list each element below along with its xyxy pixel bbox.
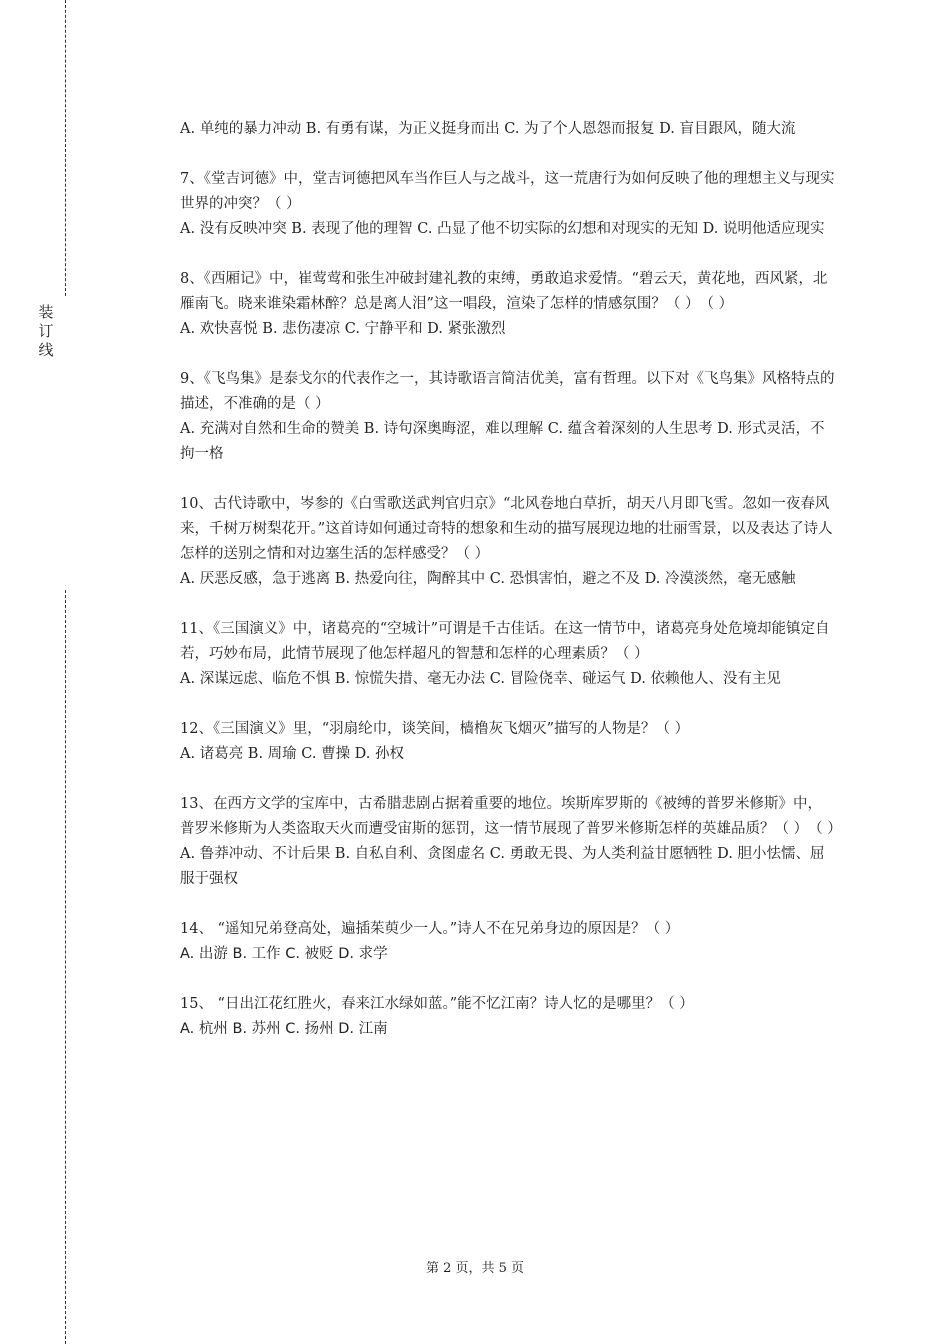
binding-line-label (36, 303, 56, 360)
question-10-options: A. 厌恶反感，急于逃离 B. 热爱向往，陶醉其中 C. 恐惧害怕，避之不及 D. 冷漠淡然，毫无感触 (180, 571, 796, 587)
question-14 (180, 917, 836, 967)
question-8-stem: 8、《西厢记》中，崔莺莺和张生冲破封建礼教的束缚，勇敢追求爱情。“碧云天，黄花地，西风紧，北雁南飞。晓来谁染霜林醉？总是离人泪”这一唱段，渲染了怎样的情感氛围？（ ） （ ） (180, 271, 828, 312)
binding-dashed-line-top (65, 0, 66, 296)
question-7-options: A. 没有反映冲突 B. 表现了他的理智 C. 凸显了他不切实际的幻想和对现实的无知 D. 说明他适应现实 (180, 221, 825, 237)
binding-label-char: 订 (38, 322, 54, 340)
question-12-options: A. 诸葛亮 B. 周瑜 C. 曹操 D. 孙权 (180, 746, 405, 762)
question-9-options: A. 充满对自然和生命的赞美 B. 诗句深奥晦涩，难以理解 C. 蕴含着深刻的人生思考 D. 形式灵活，不拘一格 (180, 421, 825, 462)
q6-options: A. 单纯的暴力冲动 B. 有勇有谋，为正义挺身而出 C. 为了个人恩怨而报复 D. 盲目跟风，随大流 (180, 121, 796, 137)
question-15 (180, 992, 836, 1042)
question-7 (180, 167, 836, 242)
question-14-stem: 14、 “遥知兄弟登高处，遍插茱萸少一人。”诗人不在兄弟身边的原因是？（ ） (180, 921, 680, 937)
question-content (180, 117, 842, 1042)
question-8-options: A. 欢快喜悦 B. 悲伤凄凉 C. 宁静平和 D. 紧张激烈 (180, 321, 506, 337)
question-10-stem: 10、古代诗歌中，岑参的《白雪歌送武判官归京》“北风卷地白草折，胡天八月即飞雪。忽如一夜春风来，千树万树梨花开。”这首诗如何通过奇特的想象和生动的描写展现边地的壮丽雪景，以及表达了诗人怎样的送别之情和对边塞生活的怎样感受？（ ） (180, 496, 833, 562)
question-14-options: A. 出游 B. 工作 C. 被贬 D. 求学 (180, 946, 388, 962)
binding-label-char: 线 (38, 341, 54, 359)
question-12-stem: 12、《三国演义》里，“羽扇纶巾，谈笑间，樯橹灰飞烟灭”描写的人物是？（ ） (180, 721, 690, 737)
q6-options-block (180, 117, 836, 142)
question-15-stem: 15、 “日出江花红胜火，春来江水绿如蓝。”能不忆江南？诗人忆的是哪里？（ ） (180, 996, 694, 1012)
question-11 (180, 617, 836, 692)
question-9 (180, 367, 836, 467)
question-12 (180, 717, 836, 767)
question-8 (180, 267, 836, 342)
question-9-stem: 9、《飞鸟集》是泰戈尔的代表作之一，其诗歌语言简洁优美，富有哲理。以下对《飞鸟集》风格特点的描述，不准确的是（ ） (180, 371, 835, 412)
question-15-options: A. 杭州 B. 苏州 C. 扬州 D. 江南 (180, 1021, 388, 1037)
binding-label-char: 装 (38, 303, 54, 321)
question-13-options: A. 鲁莽冲动、不计后果 B. 自私自利、贪图虚名 C. 勇敢无畏、为人类利益甘愿牺牲 D. 胆小怯懦、屈服于强权 (180, 846, 825, 887)
binding-dashed-line-bottom (65, 590, 66, 1344)
question-13 (180, 792, 842, 892)
question-11-options: A. 深谋远虑、临危不惧 B. 惊慌失措、毫无办法 C. 冒险侥幸、碰运气 D. 依赖他人、没有主见 (180, 671, 782, 687)
question-11-stem: 11、《三国演义》中，诸葛亮的“空城计”可谓是千古佳话。在这一情节中，诸葛亮身处危境却能镇定自若，巧妙布局，此情节展现了他怎样超凡的智慧和怎样的心理素质？（ ） (180, 621, 830, 662)
question-10 (180, 492, 836, 592)
question-7-stem: 7、《堂吉诃德》中，堂吉诃德把风车当作巨人与之战斗，这一荒唐行为如何反映了他的理想主义与现实世界的冲突？（ ） (180, 171, 835, 212)
question-13-stem: 13、在西方文学的宝库中，古希腊悲剧占据着重要的地位。埃斯库罗斯的《被缚的普罗米修斯》中，普罗米修斯为人类盗取天火而遭受宙斯的惩罚，这一情节展现了普罗米修斯怎样的英雄品质？（ ） （ ） (180, 796, 842, 837)
page-footer: 第 2 页，共 5 页 (425, 1261, 525, 1276)
